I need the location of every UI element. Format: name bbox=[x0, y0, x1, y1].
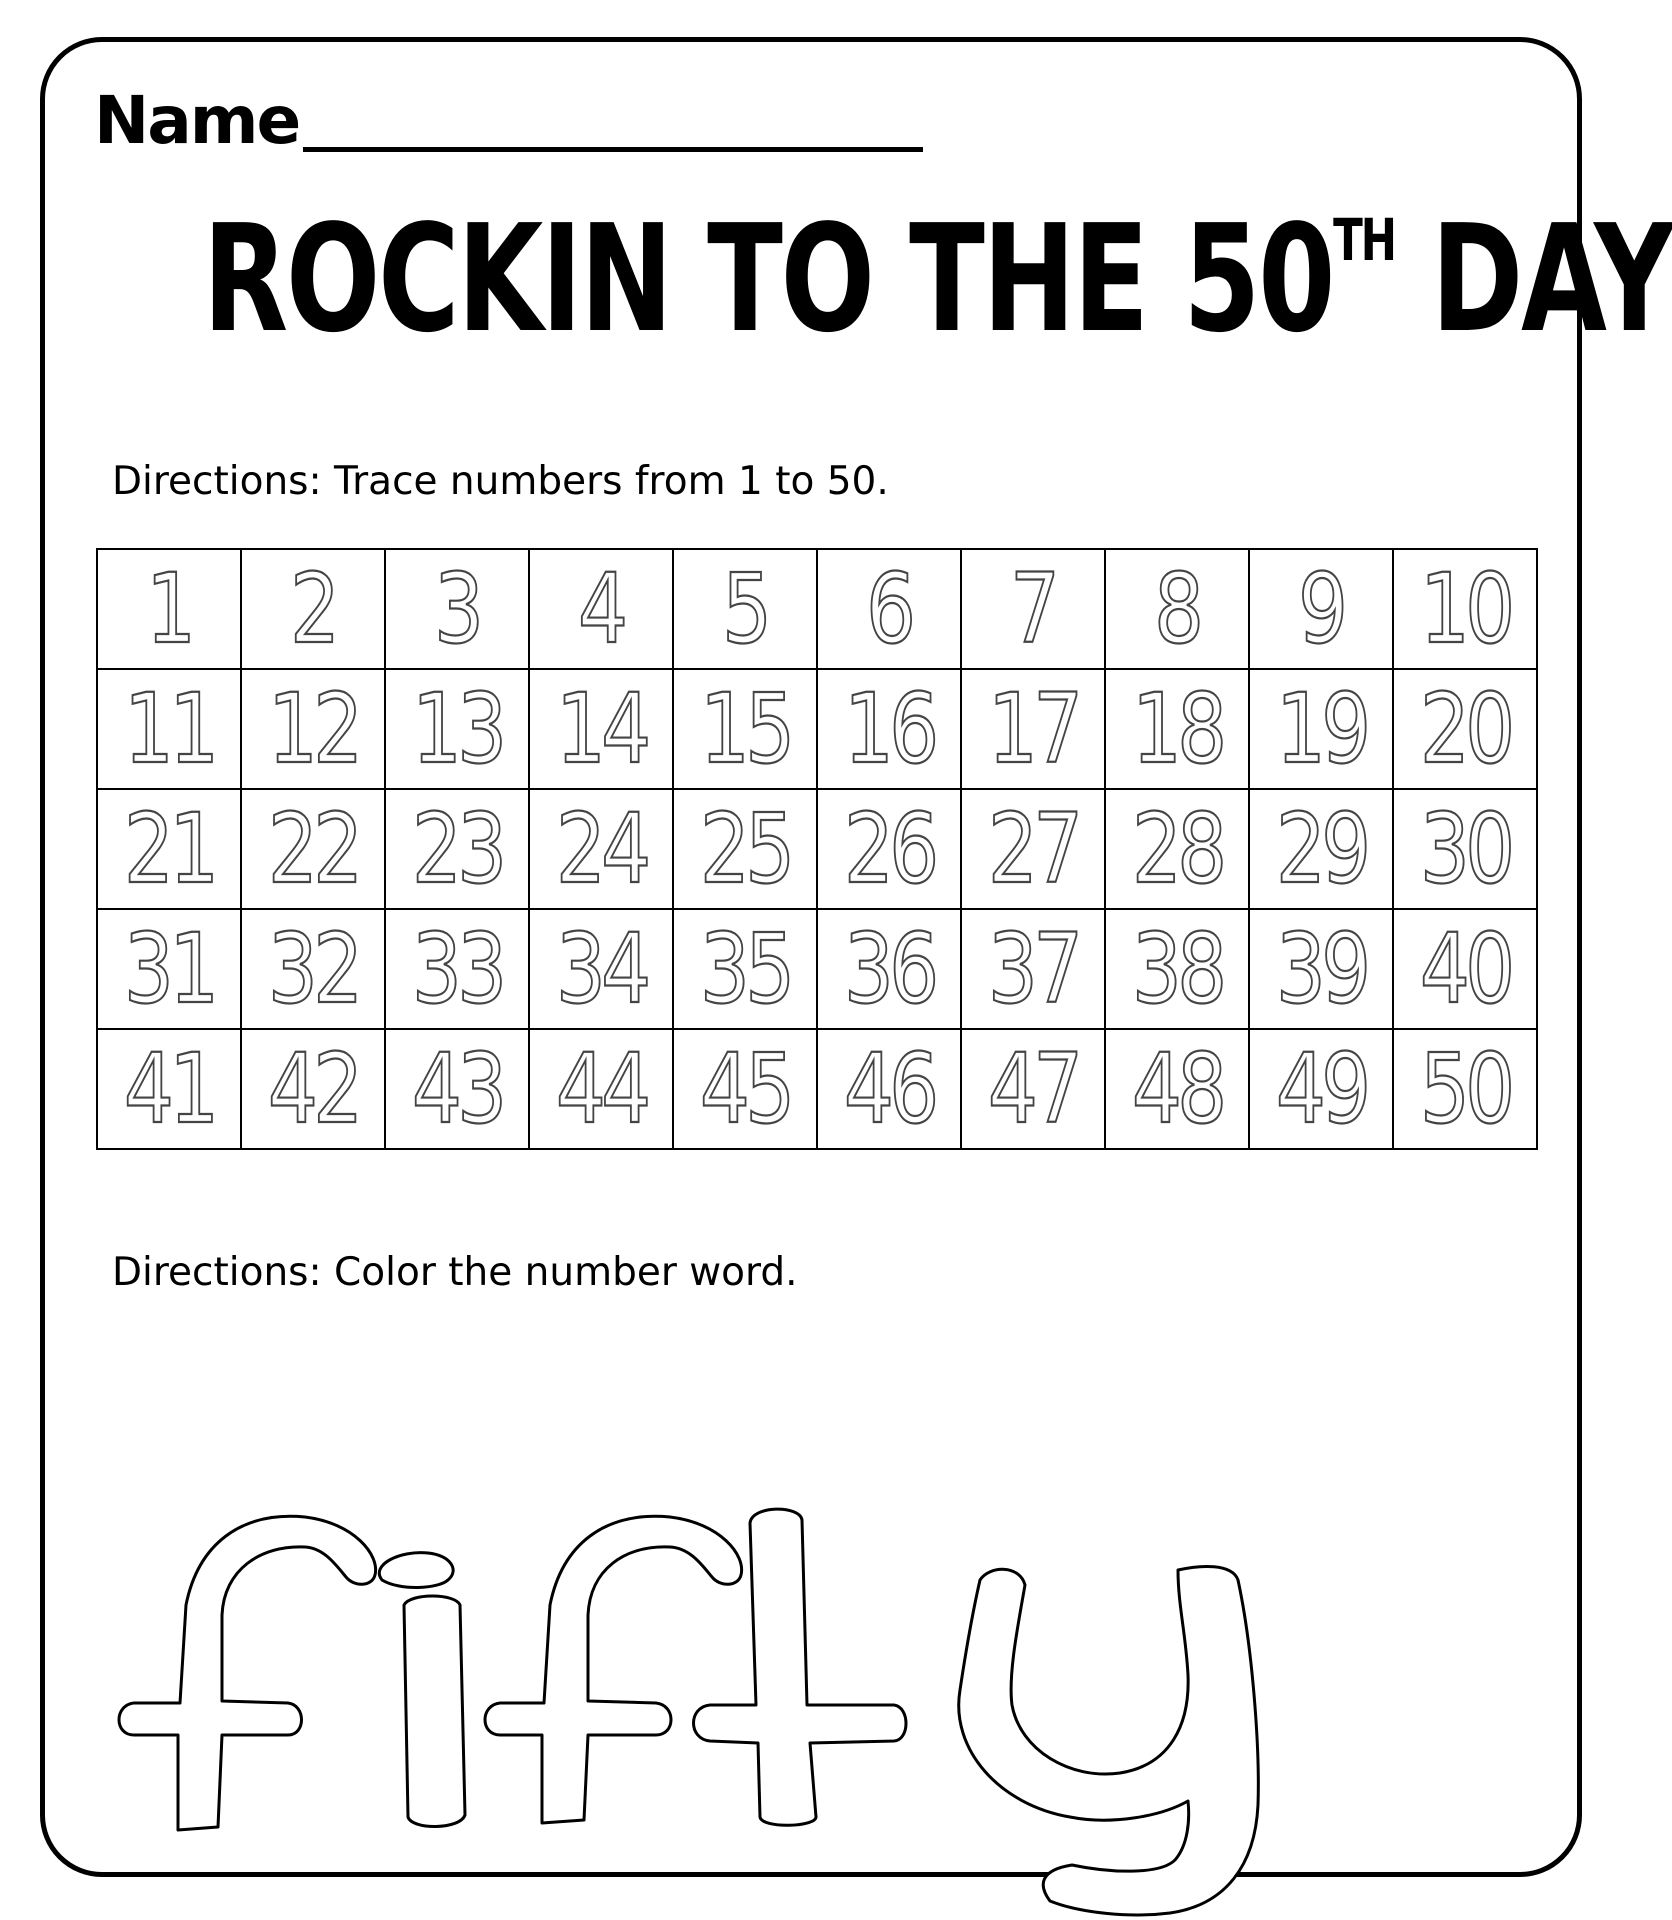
trace-number: 6 bbox=[866, 553, 912, 665]
grid-cell[interactable] bbox=[817, 1029, 961, 1149]
grid-cell[interactable] bbox=[961, 789, 1105, 909]
trace-number: 50 bbox=[1419, 1033, 1511, 1145]
grid-cell[interactable] bbox=[1249, 909, 1393, 1029]
title-superscript: TH bbox=[1333, 206, 1395, 274]
grid-cell[interactable] bbox=[385, 669, 529, 789]
grid-cell[interactable] bbox=[97, 789, 241, 909]
grid-cell[interactable] bbox=[97, 549, 241, 669]
title-end: DAY bbox=[1394, 193, 1672, 365]
grid-cell[interactable] bbox=[241, 669, 385, 789]
color-directions: Directions: Color the number word. bbox=[112, 1250, 798, 1295]
grid-cell[interactable] bbox=[1105, 789, 1249, 909]
grid-cell[interactable] bbox=[1393, 549, 1537, 669]
trace-number: 25 bbox=[699, 793, 791, 905]
trace-number: 22 bbox=[267, 793, 359, 905]
number-word-art[interactable] bbox=[110, 1405, 1510, 1825]
trace-number: 21 bbox=[123, 793, 215, 905]
trace-number: 9 bbox=[1298, 553, 1344, 665]
grid-cell[interactable] bbox=[1105, 549, 1249, 669]
trace-number: 8 bbox=[1154, 553, 1200, 665]
trace-number: 42 bbox=[267, 1033, 359, 1145]
page-title bbox=[202, 193, 1672, 365]
grid-cell[interactable] bbox=[961, 1029, 1105, 1149]
name-field bbox=[94, 82, 923, 159]
grid-cell[interactable] bbox=[97, 1029, 241, 1149]
trace-number: 31 bbox=[123, 913, 215, 1025]
grid-cell[interactable] bbox=[1393, 1029, 1537, 1149]
trace-number: 20 bbox=[1419, 673, 1511, 785]
grid-cell[interactable] bbox=[529, 549, 673, 669]
trace-number: 17 bbox=[987, 673, 1079, 785]
grid-cell[interactable] bbox=[961, 909, 1105, 1029]
grid-row bbox=[97, 549, 1537, 669]
grid-cell[interactable] bbox=[529, 1029, 673, 1149]
trace-number: 26 bbox=[843, 793, 935, 905]
trace-number: 43 bbox=[411, 1033, 503, 1145]
grid-cell[interactable] bbox=[97, 669, 241, 789]
trace-number: 30 bbox=[1419, 793, 1511, 905]
trace-number: 41 bbox=[123, 1033, 215, 1145]
letter-i-stem bbox=[404, 1596, 465, 1827]
trace-number: 12 bbox=[267, 673, 359, 785]
trace-number: 47 bbox=[987, 1033, 1079, 1145]
trace-number: 23 bbox=[411, 793, 503, 905]
grid-cell[interactable] bbox=[673, 909, 817, 1029]
grid-cell[interactable] bbox=[1249, 1029, 1393, 1149]
trace-number: 48 bbox=[1131, 1033, 1223, 1145]
trace-number: 45 bbox=[699, 1033, 791, 1145]
letter-f-1 bbox=[119, 1516, 376, 1830]
grid-cell[interactable] bbox=[1393, 909, 1537, 1029]
grid-cell[interactable] bbox=[97, 909, 241, 1029]
trace-number: 5 bbox=[722, 553, 768, 665]
trace-number: 7 bbox=[1010, 553, 1056, 665]
grid-cell[interactable] bbox=[817, 549, 961, 669]
grid-cell[interactable] bbox=[673, 549, 817, 669]
trace-number: 11 bbox=[123, 673, 215, 785]
grid-cell[interactable] bbox=[529, 789, 673, 909]
trace-number: 14 bbox=[555, 673, 647, 785]
trace-number: 1 bbox=[146, 553, 192, 665]
grid-cell[interactable] bbox=[385, 549, 529, 669]
trace-number: 32 bbox=[267, 913, 359, 1025]
trace-number: 3 bbox=[434, 553, 480, 665]
trace-directions: Directions: Trace numbers from 1 to 50. bbox=[112, 459, 889, 504]
grid-cell[interactable] bbox=[385, 1029, 529, 1149]
grid-cell[interactable] bbox=[1249, 789, 1393, 909]
trace-number: 24 bbox=[555, 793, 647, 905]
trace-number: 15 bbox=[699, 673, 791, 785]
trace-number: 29 bbox=[1275, 793, 1367, 905]
grid-cell[interactable] bbox=[241, 789, 385, 909]
grid-cell[interactable] bbox=[1105, 1029, 1249, 1149]
title-main: ROCKIN TO THE 50 bbox=[202, 193, 1334, 365]
trace-number: 28 bbox=[1131, 793, 1223, 905]
trace-number: 33 bbox=[411, 913, 503, 1025]
grid-cell[interactable] bbox=[1105, 909, 1249, 1029]
grid-row bbox=[97, 909, 1537, 1029]
trace-number: 37 bbox=[987, 913, 1079, 1025]
name-write-line[interactable] bbox=[303, 147, 923, 152]
grid-cell[interactable] bbox=[817, 669, 961, 789]
trace-number: 40 bbox=[1419, 913, 1511, 1025]
grid-cell[interactable] bbox=[1249, 669, 1393, 789]
grid-cell[interactable] bbox=[1393, 789, 1537, 909]
grid-cell[interactable] bbox=[961, 669, 1105, 789]
trace-number: 19 bbox=[1275, 673, 1367, 785]
grid-cell[interactable] bbox=[673, 789, 817, 909]
grid-cell[interactable] bbox=[1105, 669, 1249, 789]
trace-number: 36 bbox=[843, 913, 935, 1025]
grid-cell[interactable] bbox=[673, 669, 817, 789]
grid-cell[interactable] bbox=[1249, 549, 1393, 669]
grid-row bbox=[97, 1029, 1537, 1149]
number-trace-grid bbox=[96, 548, 1538, 1150]
trace-number: 49 bbox=[1275, 1033, 1367, 1145]
trace-number: 35 bbox=[699, 913, 791, 1025]
trace-number: 13 bbox=[411, 673, 503, 785]
grid-cell[interactable] bbox=[241, 549, 385, 669]
grid-row bbox=[97, 789, 1537, 909]
grid-cell[interactable] bbox=[1393, 669, 1537, 789]
trace-number: 27 bbox=[987, 793, 1079, 905]
trace-number: 44 bbox=[555, 1033, 647, 1145]
grid-cell[interactable] bbox=[673, 1029, 817, 1149]
grid-cell[interactable] bbox=[241, 909, 385, 1029]
grid-cell[interactable] bbox=[385, 909, 529, 1029]
name-label: Name bbox=[94, 82, 300, 159]
trace-number: 16 bbox=[843, 673, 935, 785]
grid-cell[interactable] bbox=[817, 789, 961, 909]
trace-number: 4 bbox=[578, 553, 624, 665]
trace-number: 10 bbox=[1419, 553, 1511, 665]
grid-cell[interactable] bbox=[385, 789, 529, 909]
trace-number: 34 bbox=[555, 913, 647, 1025]
trace-number: 2 bbox=[290, 553, 336, 665]
grid-cell[interactable] bbox=[961, 549, 1105, 669]
trace-number: 46 bbox=[843, 1033, 935, 1145]
letter-i-dot bbox=[379, 1553, 453, 1588]
grid-cell[interactable] bbox=[241, 1029, 385, 1149]
grid-row bbox=[97, 669, 1537, 789]
trace-number: 18 bbox=[1131, 673, 1223, 785]
trace-number: 39 bbox=[1275, 913, 1367, 1025]
grid-cell[interactable] bbox=[529, 669, 673, 789]
letter-f-2 bbox=[485, 1516, 742, 1823]
grid-cell[interactable] bbox=[817, 909, 961, 1029]
trace-number: 38 bbox=[1131, 913, 1223, 1025]
grid-cell[interactable] bbox=[529, 909, 673, 1029]
